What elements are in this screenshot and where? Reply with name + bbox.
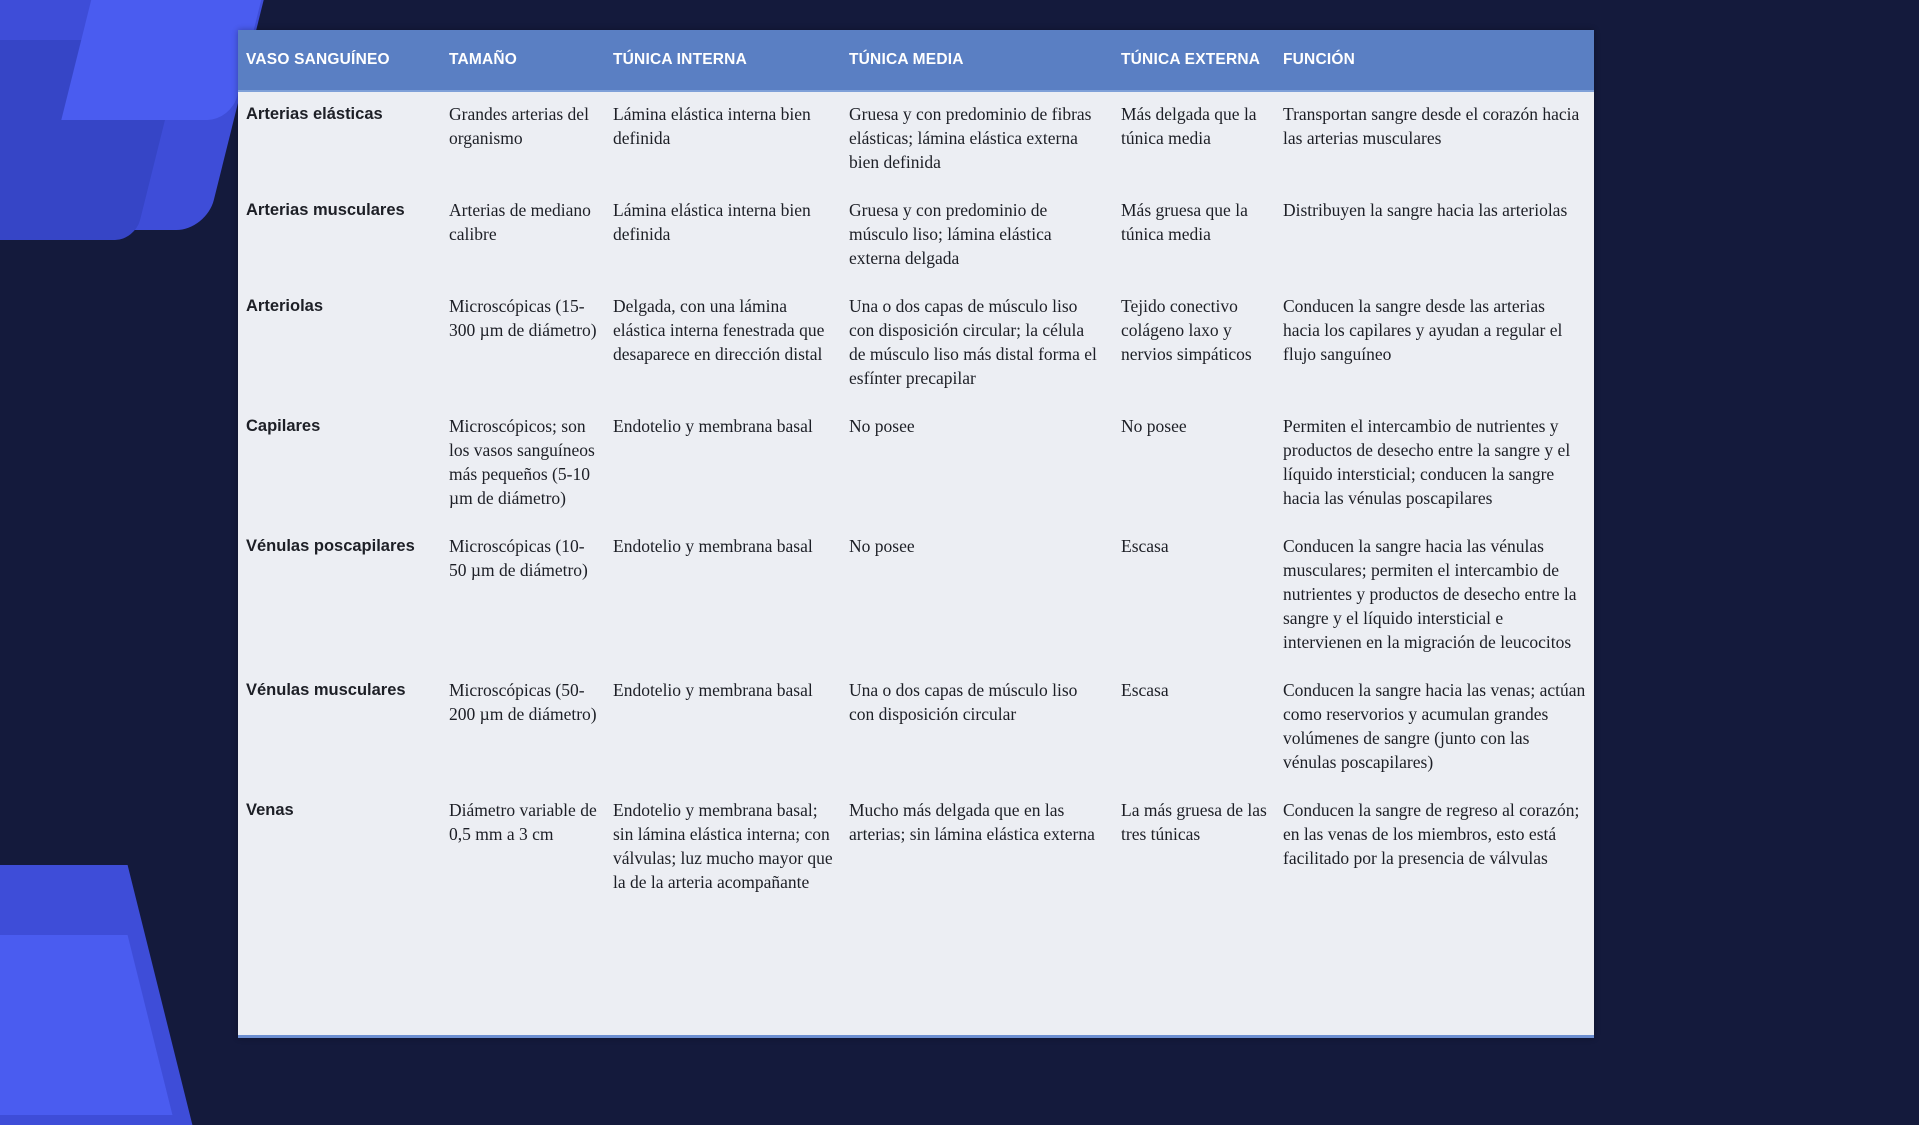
cell-externa: Más gruesa que la túnica media [1121,200,1248,244]
cell-funcion: Transportan sangre desde el corazón hacia las arterias musculares [1283,104,1580,148]
cell-media: Mucho más delgada que en las arterias; sin lámina elástica externa [849,800,1095,844]
cell-interna: Endotelio y membrana basal [613,416,813,436]
cell-tamano: Microscópicas (50-200 µm de diámetro) [449,680,597,724]
cell-vaso: Vénulas musculares [246,681,406,699]
cell-funcion: Conducen la sangre desde las arterias hacia los capilares y ayudan a regular el flujo sanguíneo [1283,296,1563,364]
cell-vaso: Arterias musculares [246,201,405,219]
cell-interna: Lámina elástica interna bien definida [613,104,811,148]
cell-media: Una o dos capas de músculo liso con disposición circular; la célula de músculo liso más distal forma el esfínter precapilar [849,296,1097,388]
cell-vaso: Arterias elásticas [246,105,383,123]
cell-media: No posee [849,416,915,436]
table-body [238,91,1594,908]
cell-funcion: Distribuyen la sangre hacia las arteriolas [1283,200,1568,220]
cell-interna: Endotelio y membrana basal [613,536,813,556]
table-header [238,30,1594,91]
cell-media: Gruesa y con predominio de fibras elásticas; lámina elástica externa bien definida [849,104,1092,172]
header-tunica-media: TÚNICA MEDIA [841,30,1113,91]
table-row [238,91,1594,188]
cell-vaso: Arteriolas [246,297,324,315]
cell-tamano: Microscópicas (15-300 µm de diámetro) [449,296,597,340]
header-tunica-externa: TÚNICA EXTERNA [1113,30,1275,91]
cell-externa: No posee [1121,416,1187,436]
cell-tamano: Diámetro variable de 0,5 mm a 3 cm [449,800,597,844]
table-row [238,404,1594,524]
header-vaso: VASO SANGUÍNEO [238,30,441,91]
cell-interna: Endotelio y membrana basal; sin lámina elástica interna; con válvulas; luz mucho mayor que la de la arteria acompañante [613,800,833,892]
table-row [238,524,1594,668]
cell-tamano: Grandes arterias del organismo [449,104,589,148]
cell-externa: Escasa [1121,680,1169,700]
cell-media: Gruesa y con predominio de músculo liso; lámina elástica externa delgada [849,200,1052,268]
header-row [238,30,1594,91]
header-tamano: TAMAÑO [441,30,605,91]
table-row [238,668,1594,788]
table-row [238,788,1594,908]
cell-tamano: Microscópicos; son los vasos sanguíneos más pequeños (5-10 µm de diámetro) [449,416,595,508]
table-row [238,188,1594,284]
page-bottom-rule [238,1035,1594,1038]
cell-externa: Escasa [1121,536,1169,556]
cell-externa: Tejido conectivo colágeno laxo y nervios simpáticos [1121,296,1252,364]
blood-vessels-table [238,30,1594,908]
cell-interna: Endotelio y membrana basal [613,680,813,700]
cell-vaso: Venas [246,801,294,819]
cell-funcion: Conducen la sangre hacia las venas; actúan como reservorios y acumulan grandes volúmenes de sangre (junto con las vénulas poscapilares) [1283,680,1586,772]
cell-interna: Lámina elástica interna bien definida [613,200,811,244]
cell-tamano: Arterias de mediano calibre [449,200,591,244]
cell-interna: Delgada, con una lámina elástica interna fenestrada que desaparece en dirección distal [613,296,825,364]
cell-externa: La más gruesa de las tres túnicas [1121,800,1267,844]
scanned-page [238,30,1594,1038]
cell-funcion: Conducen la sangre de regreso al corazón; en las venas de los miembros, esto está facilitado por la presencia de válvulas [1283,800,1580,868]
cell-funcion: Conducen la sangre hacia las vénulas musculares; permiten el intercambio de nutrientes y productos de desecho entre la sangre y el líquido intersticial e intervienen en la migración de leucocitos [1283,536,1577,652]
cell-media: No posee [849,536,915,556]
cell-vaso: Vénulas poscapilares [246,537,415,555]
header-funcion: FUNCIÓN [1275,30,1594,91]
cell-media: Una o dos capas de músculo liso con disposición circular [849,680,1078,724]
cell-funcion: Permiten el intercambio de nutrientes y productos de desecho entre la sangre y el líquido intersticial; conducen la sangre hacia las vénulas poscapilares [1283,416,1571,508]
header-tunica-interna: TÚNICA INTERNA [605,30,841,91]
table-row [238,284,1594,404]
cell-externa: Más delgada que la túnica media [1121,104,1257,148]
cell-tamano: Microscópicas (10-50 µm de diámetro) [449,536,588,580]
cell-vaso: Capilares [246,417,321,435]
